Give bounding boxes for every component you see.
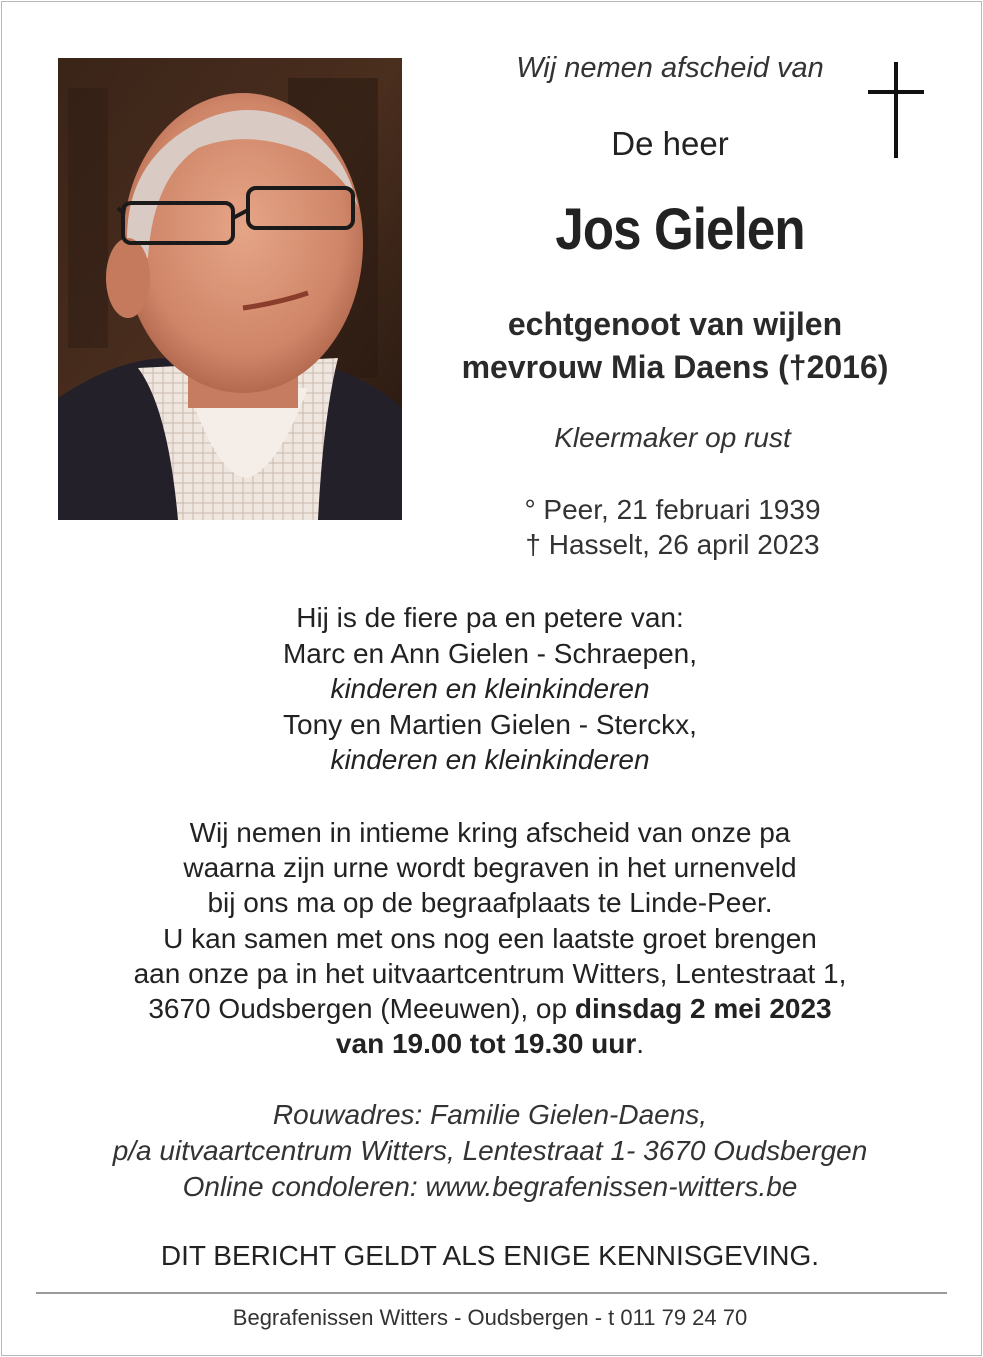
notice-period: . (636, 1028, 645, 1060)
notice-line: aan onze pa in het uitvaartcentrum Witters, Lentestraat 1, (133, 957, 847, 989)
mourning-address (20, 1097, 960, 1205)
portrait-photo (58, 58, 402, 520)
birth-date: ° Peer, 21 februari 1939 (524, 494, 821, 525)
address-line-1: Rouwadres: Familie Gielen-Daens, (272, 1099, 708, 1130)
profession: Kleermaker op rust (554, 422, 791, 453)
notice-time: van 19.00 tot 19.30 uur (335, 1028, 637, 1060)
family-intro: Hij is de fiere pa en petere van: (296, 602, 684, 633)
footer-text: Begrafenissen Witters - Oudsbergen - t 011 79 24 70 (232, 1305, 748, 1330)
notice-line (40, 991, 940, 1026)
divider (36, 1292, 947, 1294)
family-child-2-sub: kinderen en kleinkinderen (330, 744, 650, 775)
notice-line: waarna zijn urne wordt begraven in het urnenveld (183, 852, 797, 884)
notice-line: U kan samen met ons nog een laatste groet brengen (163, 922, 817, 954)
family-child-1-sub: kinderen en kleinkinderen (330, 673, 650, 704)
family-child-2: Tony en Martien Gielen - Sterckx, (283, 708, 697, 740)
spouse-line-1: echtgenoot van wijlen (507, 306, 843, 342)
life-dates (440, 492, 905, 562)
spouse-line-2: mevrouw Mia Daens (†2016) (461, 349, 889, 385)
notice-line: bij ons ma op de begraafplaats te Linde-Peer. (207, 887, 773, 919)
spouse-info (410, 303, 940, 389)
deceased-name: Jos Gielen (555, 197, 805, 262)
only-notice-text: DIT BERICHT GELDT ALS ENIGE KENNISGEVING. (160, 1240, 820, 1271)
notice-line: Wij nemen in intieme kring afscheid van onze pa (189, 817, 791, 848)
intro-text: Wij nemen afscheid van (516, 52, 824, 84)
notice-location: 3670 Oudsbergen (Meeuwen), op (148, 993, 575, 1025)
condolence-link[interactable]: Online condoleren: www.begrafenissen-witters.be (182, 1171, 798, 1202)
farewell-notice (40, 815, 940, 1061)
notice-date: dinsdag 2 mei 2023 (574, 993, 832, 1025)
family-section (40, 600, 940, 778)
family-child-1: Marc en Ann Gielen - Schraepen, (282, 637, 697, 669)
death-date: † Hasselt, 26 april 2023 (525, 529, 820, 560)
honorific: De heer (611, 125, 729, 162)
notice-line (40, 1026, 940, 1061)
address-line-2: p/a uitvaartcentrum Witters, Lentestraat 1- 3670 Oudsbergen (112, 1135, 868, 1166)
